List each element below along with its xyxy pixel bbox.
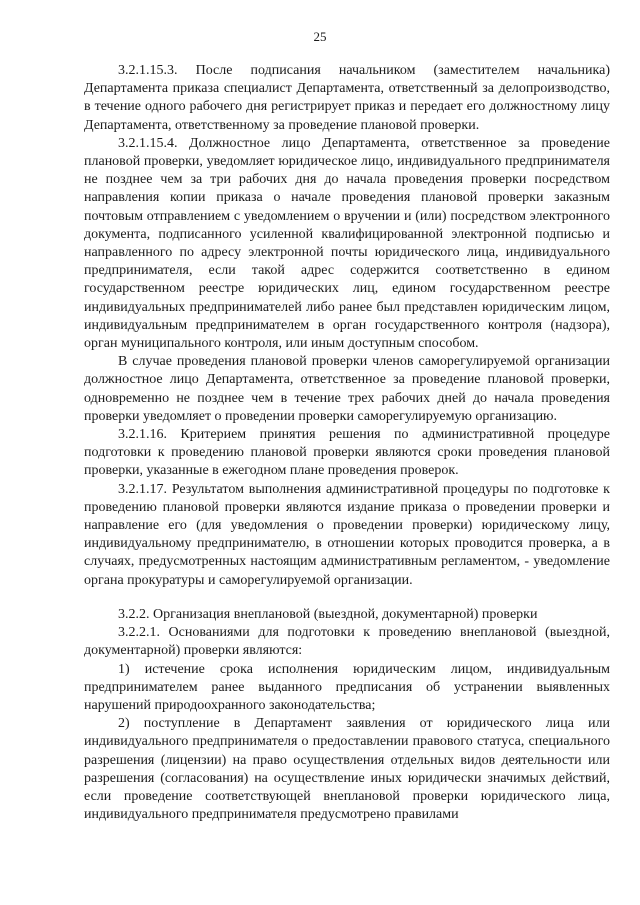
section-spacer xyxy=(84,590,610,606)
page-number: 25 xyxy=(313,29,327,44)
paragraph-3-2-2-1: 3.2.2.1. Основаниями для подготовки к проведению внеплановой (выездной, документарной) проверки являются: xyxy=(84,625,610,659)
list-item-1: 1) истечение срока исполнения юридическим лицом, индивидуальным предпринимателем ранее выданного предписания об устранении выявленных нарушений природоохранного законодательства; xyxy=(84,661,610,713)
paragraph-sro-notification: В случае проведения плановой проверки членов саморегулируемой организации должностное лицо Департамента, ответственное за проведение плановой проверки, одновременно не позднее чем в течение трех рабочих дней до начала проведения проверки уведомляет о проведении проверки саморегулируемую организацию. xyxy=(84,354,610,424)
paragraph-3-2-1-15-4: 3.2.1.15.4. Должностное лицо Департамента, ответственное за проведение плановой проверки, уведомляет юридическое лицо, индивидуального предпринимателя не позднее чем за три рабочих дня до начала проведения проверки посредством направления копии приказа о начале проведения плановой проверки заказным почтовым отправлением с уведомлением о вручении и (или) посредством электронного документа, подписанного усиленной квалифицированной электронной подписью и направленного по адресу электронной почты юридического лица, индивидуального предпринимателя, если такой адрес содержится соответственно в едином государственном реестре юридических лиц, едином государственном реестре индивидуальных предпринимателей либо ранее был представлен юридическим лицом, индивидуальным предпринимателем в орган государственного контроля (надзора), орган муниципального контроля, или иным доступным способом. xyxy=(84,135,610,352)
list-item-2: 2) поступление в Департамент заявления от юридического лица или индивидуального предпринимателя о предоставлении правового статуса, специального разрешения (лицензии) на право осуществления отдельных видов деятельности или разрешения (согласования) на осуществление иных юридически значимых действий, если проведение соответствующей внеплановой проверки юридического лица, индивидуального предпринимателя предусмотрено правилами xyxy=(84,716,610,823)
paragraph-3-2-1-15-3: 3.2.1.15.3. После подписания начальником (заместителем начальника) Департамента приказа специалист Департамента, ответственный за делопроизводство, в течение одного рабочего дня регистрирует приказ и передает его должностному лицу Департамента, ответственному за проведение плановой проверки. xyxy=(84,63,610,133)
paragraph-3-2-1-16: 3.2.1.16. Критерием принятия решения по административной процедуре подготовки к проведению плановой проверки являются сроки проведения плановой проверки, указанные в ежегодном плане проведения проверок. xyxy=(84,427,610,479)
section-heading-3-2-2: 3.2.2. Организация внеплановой (выездной, документарной) проверки xyxy=(118,606,538,622)
document-body xyxy=(84,62,610,824)
paragraph-3-2-1-17: 3.2.1.17. Результатом выполнения административной процедуры по подготовке к проведению плановой проверки являются издание приказа о проведении проверки и направление его (для уведомления о проведении проверки) юридическому лицу, индивидуальному предпринимателю, в отношении которых проводится проверка, а в случаях, предусмотренных настоящим административным регламентом, - уведомление органа прокуратуры и саморегулируемой организации. xyxy=(84,481,610,588)
